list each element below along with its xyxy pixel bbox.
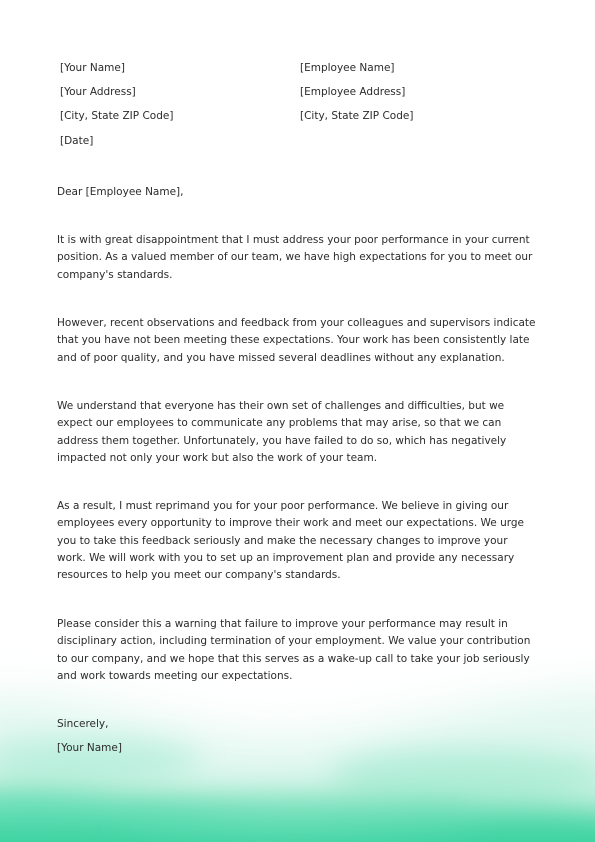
sender-name: [Your Name] [60, 62, 125, 74]
body-paragraph-5: Please consider this a warning that failure to improve your performance may result in disciplinary action, including termination of your employment. We value your contribution to our company, and we hope that this serves as a wake-up call to take your job seriously and work towards meeting our expectations. [57, 618, 531, 682]
sender-address: [Your Address] [60, 86, 136, 98]
body-paragraph-4: As a result, I must reprimand you for your poor performance. We believe in giving our employees every opportunity to improve their work and meet our expectations. We urge you to take this feedback seriously and make the necessary changes to improve your work. We will work with you to set up an improvement plan and provide any necessary resources to help you meet our company's standards. [57, 500, 525, 582]
salutation: Dear [Employee Name], [57, 186, 184, 198]
body-paragraph-3: We understand that everyone has their own set of challenges and difficulties, but we expect our employees to communicate any problems that may arise, so that we can address them together. Unfortunately, you have failed to do so, which has negatively impacted not only your work but also the work of your team. [57, 400, 507, 464]
signature-name: [Your Name] [57, 742, 122, 754]
recipient-name: [Employee Name] [300, 62, 395, 74]
body-paragraph-2: However, recent observations and feedback from your colleagues and supervisors indicate that you have not been meeting these expectations. Your work has been consistently late and of poor quality, and you have missed several deadlines without any explanation. [57, 317, 536, 364]
letter-date: [Date] [60, 135, 94, 147]
closing: Sincerely, [57, 718, 109, 730]
recipient-address: [Employee Address] [300, 86, 406, 98]
body-paragraph-1: It is with great disappointment that I must address your poor performance in your current position. As a valued member of our team, we have high expectations for you to meet our company's standards. [57, 234, 533, 281]
sender-city: [City, State ZIP Code] [60, 110, 174, 122]
recipient-city: [City, State ZIP Code] [300, 110, 414, 122]
